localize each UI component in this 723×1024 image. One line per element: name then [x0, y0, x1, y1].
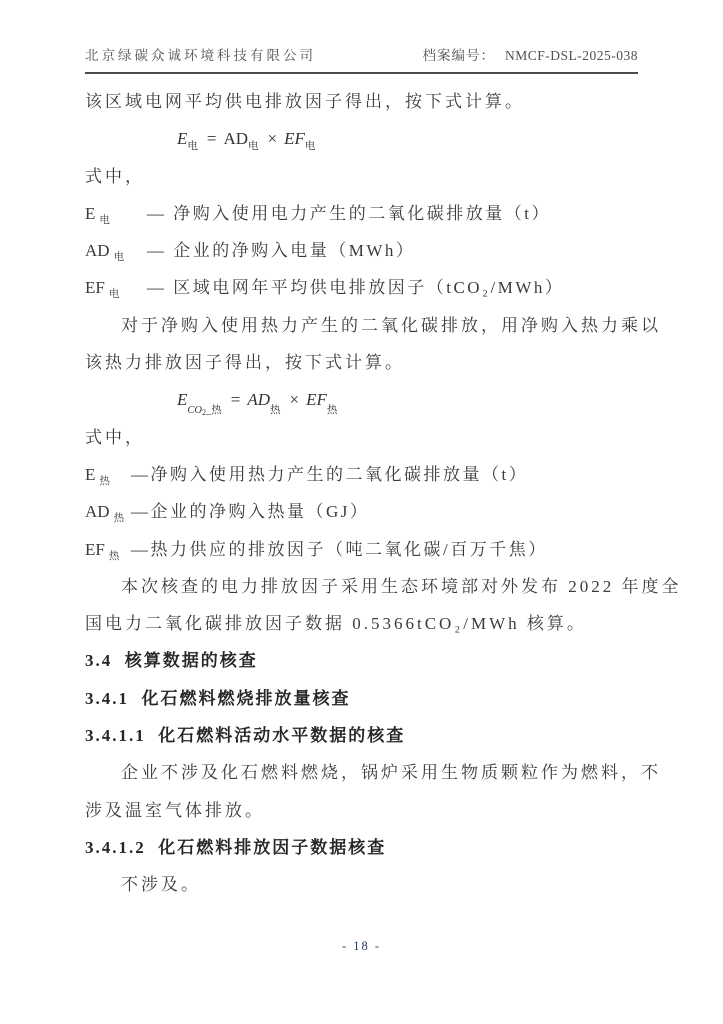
- symbol-subscript: 电: [113, 252, 125, 264]
- symbol-subscript: 热: [99, 475, 110, 487]
- definition-symbol: [85, 195, 147, 232]
- definition-row: [85, 232, 638, 269]
- definition-row: [85, 493, 638, 530]
- formula-sub-ef: 热: [326, 405, 338, 417]
- symbol-base: AD: [85, 502, 110, 522]
- paragraph-factor-line1: 本次核查的电力排放因子采用生态环境部对外发布 2022 年度全: [121, 576, 682, 596]
- paragraph-factor-line2: 国电力二氧化碳排放因子数据 0.5366tCO₂/MWh 核算。: [85, 614, 587, 634]
- paragraph-fossil-line1: 企业不涉及化石燃料燃烧，锅炉采用生物质颗粒作为燃料，不: [121, 763, 661, 783]
- paragraph-heat-line2: 该热力排放因子得出，按下式计算。: [85, 353, 405, 373]
- formula-var-ad: AD: [247, 390, 270, 410]
- symbol-subscript: 热: [108, 550, 120, 562]
- formula-sub-ad: 电: [248, 141, 259, 153]
- paragraph-fossil-line2: 涉及温室气体排放。: [85, 800, 265, 820]
- definition-text: — 企业的净购入电量（MWh）: [147, 241, 416, 261]
- formula-var-ad: AD: [223, 129, 249, 149]
- formula-electricity: [85, 120, 638, 157]
- definition-row: [85, 195, 638, 232]
- formula-sub-e: 电: [187, 141, 198, 153]
- definition-row: [85, 456, 638, 493]
- symbol-subscript: 热: [113, 513, 125, 525]
- archive-value: NMCF-DSL-2025-038: [504, 48, 638, 63]
- symbol-base: E: [85, 464, 96, 484]
- heading-3-4-1-1: 3.4.1.1 化石燃料活动水平数据的核查: [85, 726, 406, 746]
- definition-symbol: [85, 531, 131, 568]
- definition-row: [85, 269, 638, 306]
- formula-var-e: E: [177, 129, 188, 149]
- definition-text: —热力供应的排放因子（吨二氧化碳/百万千焦）: [131, 539, 548, 559]
- where-label-1: 式中，: [85, 166, 145, 186]
- definition-symbol: [85, 269, 147, 306]
- paragraph-grid-outcome: 该区域电网平均供电排放因子得出，按下式计算。: [85, 92, 525, 111]
- heading-3-4-1: 3.4.1 化石燃料燃烧排放量核查: [85, 688, 351, 708]
- definition-symbol: [85, 456, 131, 493]
- symbol-base: EF: [85, 539, 105, 559]
- company-name: 北京绿碳众诚环境科技有限公司: [85, 48, 316, 63]
- definition-symbol: [85, 493, 131, 530]
- definition-text: —企业的净购入热量（GJ）: [131, 502, 370, 522]
- symbol-subscript: 电: [99, 214, 110, 226]
- times-sign: ×: [267, 129, 278, 149]
- equals-sign: =: [230, 390, 241, 410]
- page-header: [85, 44, 638, 74]
- page-number: - 18 -: [341, 939, 382, 953]
- paragraph-heat-line1: 对于净购入使用热力产生的二氧化碳排放，用净购入热力乘以: [121, 315, 661, 335]
- archive-label: 档案编号：: [422, 48, 495, 63]
- symbol-base: E: [85, 203, 96, 223]
- symbol-subscript: 电: [108, 289, 120, 301]
- formula-heat: [85, 381, 638, 418]
- formula-sub-e: [187, 405, 221, 416]
- equals-sign: =: [206, 129, 217, 149]
- archive-number: [422, 44, 638, 64]
- symbol-base: EF: [85, 278, 105, 298]
- heading-3-4: 3.4 核算数据的核查: [85, 651, 258, 671]
- heading-3-4-1-2: 3.4.1.2 化石燃料排放因子数据核查: [85, 837, 387, 857]
- formula-var-ef: EF: [306, 390, 327, 410]
- paragraph-not-applicable: 不涉及。: [121, 875, 201, 895]
- formula-var-e: E: [177, 390, 188, 410]
- subscript-co: CO: [187, 405, 202, 417]
- times-sign: ×: [289, 390, 300, 410]
- subscript-heat: _热: [205, 405, 222, 417]
- symbol-base: AD: [85, 241, 110, 261]
- definition-text: — 区域电网年平均供电排放因子（tCO₂/MWh）: [147, 278, 565, 298]
- formula-var-ef: EF: [284, 129, 305, 149]
- where-label-2: 式中，: [85, 427, 145, 447]
- formula-sub-ad: 热: [270, 405, 281, 417]
- definition-symbol: [85, 232, 147, 269]
- definition-text: —净购入使用热力产生的二氧化碳排放量（t）: [131, 464, 529, 484]
- definition-text: — 净购入使用电力产生的二氧化碳排放量（t）: [147, 203, 551, 223]
- formula-sub-ef: 电: [304, 141, 316, 153]
- subscript-2: 2: [201, 408, 206, 418]
- definition-row: [85, 531, 638, 568]
- document-body: [85, 83, 682, 904]
